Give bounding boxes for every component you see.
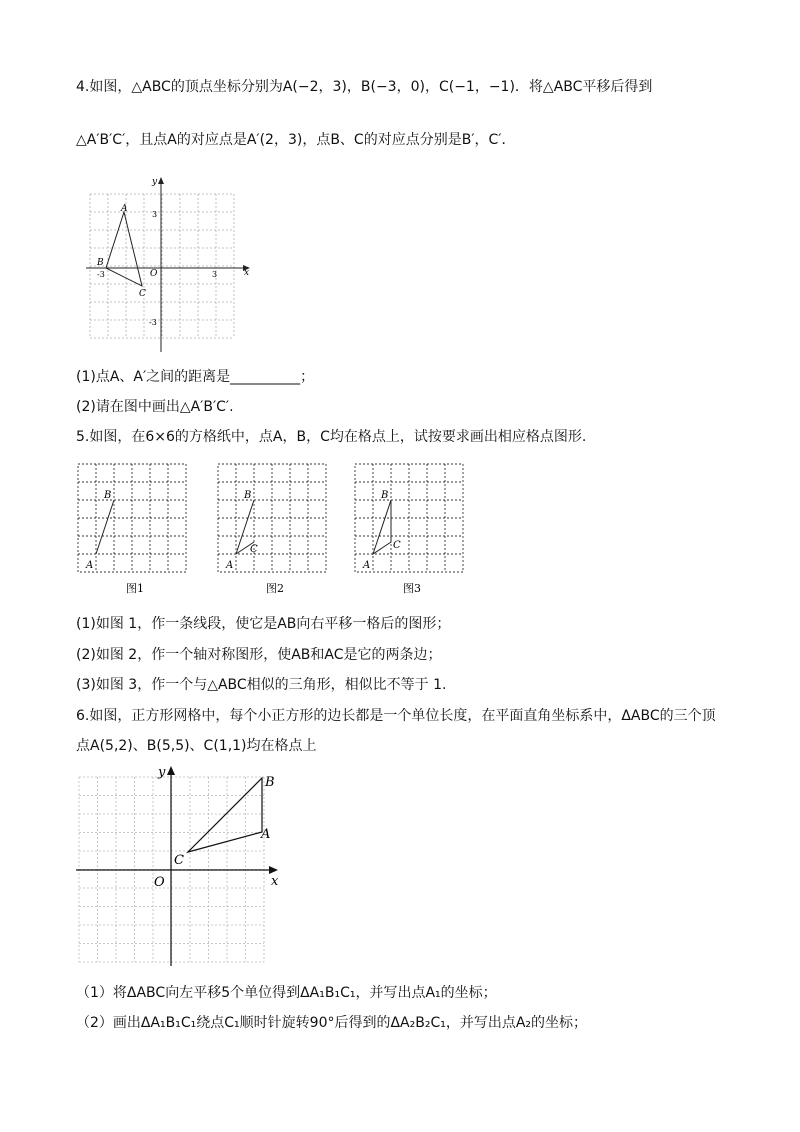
q4-grid <box>90 194 234 338</box>
q6-coordinate-figure <box>74 764 288 966</box>
q4-triangle-abc <box>106 212 142 286</box>
q4-tick-y-pos: 3 <box>152 210 158 219</box>
q5-fig1-label-b: B <box>104 490 112 501</box>
q5-fig3-caption: 图3 <box>403 582 421 595</box>
q4-origin-label: O <box>150 269 158 279</box>
q4-x-label: x <box>244 268 250 278</box>
q5-fig2-label-b: B <box>244 490 252 501</box>
q5-fig3-label-a: A <box>363 560 371 571</box>
q4-tick-y-neg: -3 <box>149 318 157 327</box>
q4-coordinate-figure <box>86 172 256 352</box>
q5-fig1-segment-ab <box>96 500 114 554</box>
q4-tick-x-pos: 3 <box>212 270 218 279</box>
q6-y-label: y <box>158 765 166 780</box>
q5-fig2-caption: 图2 <box>266 582 284 595</box>
q5-fig2 <box>216 458 336 600</box>
q6-line1: 6.如图，正方形网格中，每个小正方形的边长都是一个单位长度，在平面直角坐标系中，ΔABC的三个顶 <box>76 708 716 724</box>
q6-x-arrow <box>269 866 278 874</box>
q6-sub2: （2）画出ΔA₁B₁C₁绕点C₁顺时针旋转90°后得到的ΔA₂B₂C₁，并写出点A₂的坐标； <box>76 1015 588 1031</box>
q5-line1: 5.如图，在6×6的方格纸中，点A，B，C均在格点上，试按要求画出相应格点图形. <box>76 429 587 445</box>
q4-y-arrow <box>158 177 164 184</box>
q4-line2: △A′B′C′，且点A的对应点是A′(2，3)，点B、C的对应点分别是B′，C′． <box>76 132 516 148</box>
q4-sub1: (1)点A、A′之间的距离是__________； <box>76 369 315 385</box>
q5-fig2-label-c: C <box>250 544 258 555</box>
q6-triangle-abc <box>188 778 262 852</box>
q5-fig3 <box>353 458 473 600</box>
q5-sub1: (1)如图 1，作一条线段，使它是AB向右平移一格后的图形； <box>76 616 451 632</box>
q5-fig1-label-a: A <box>86 560 94 571</box>
q4-label-b: B <box>97 258 104 268</box>
q4-label-c: C <box>139 289 146 299</box>
q5-fig3-label-c: C <box>393 540 401 551</box>
q6-sub1: （1）将ΔABC向左平移5个单位得到ΔA₁B₁C₁，并写出点A₁的坐标； <box>76 985 497 1001</box>
q5-fig1 <box>76 458 196 600</box>
q5-fig1-caption: 图1 <box>126 582 144 595</box>
q4-line1: 4.如图，△ABC的顶点坐标分别为A(−2，3)，B(−3，0)，C(−1，−1)．将△ABC平移后得到 <box>76 79 653 95</box>
q5-fig3-label-b: B <box>381 490 389 501</box>
q4-label-a: A <box>121 204 128 214</box>
q4-tick-x-neg: -3 <box>97 270 105 279</box>
q6-origin-label: O <box>154 875 165 890</box>
q4-sub2: (2)请在图中画出△A′B′C′. <box>76 399 234 415</box>
q6-x-label: x <box>271 874 279 889</box>
q5-sub3: (3)如图 3，作一个与△ABC相似的三角形，相似比不等于 1. <box>76 677 447 693</box>
q5-fig3-triangle-abc <box>373 500 391 554</box>
q6-label-c: C <box>174 853 184 868</box>
q6-y-arrow <box>167 766 175 775</box>
q6-line2: 点A(5,2)、B(5,5)、C(1,1)均在格点上 <box>76 738 317 754</box>
q5-fig2-label-a: A <box>226 560 234 571</box>
q4-y-label: y <box>152 177 158 187</box>
q5-sub2: (2)如图 2，作一个轴对称图形，使AB和AC是它的两条边； <box>76 647 442 663</box>
q6-label-b: B <box>265 775 275 790</box>
q6-label-a: A <box>261 827 271 842</box>
